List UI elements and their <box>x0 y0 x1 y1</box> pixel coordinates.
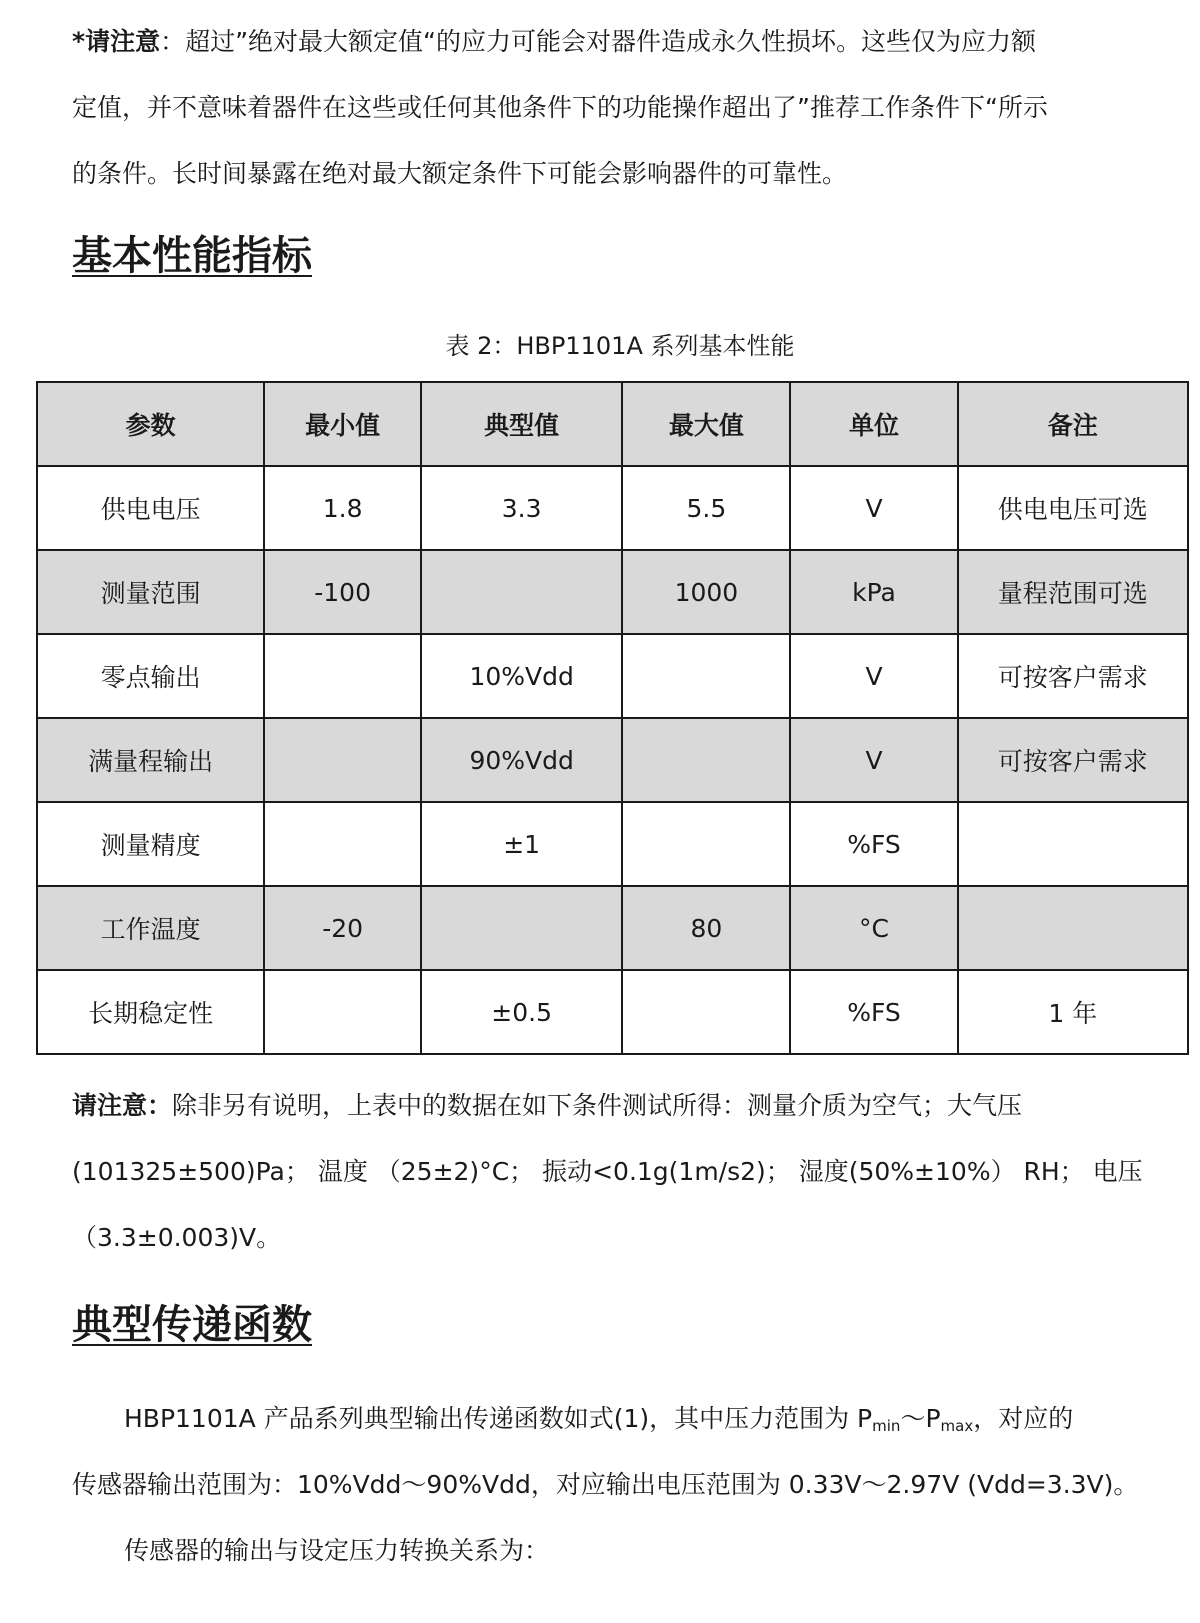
cell-typ <box>421 550 622 634</box>
transfer-line-2: 传感器输出范围为：10%Vdd～90%Vdd，对应输出电压范围为 0.33V～2.97V (Vdd=3.3V)。 <box>72 1470 1139 1499</box>
table-caption: 表 2：HBP1101A 系列基本性能 <box>445 332 795 360</box>
header-min: 最小值 <box>264 382 421 466</box>
cell-max <box>622 634 790 718</box>
spec-table <box>36 381 1189 1055</box>
note-line-2: (101325±500)Pa； 温度 （25±2)°C； 振动<0.1g(1m/s2)； 湿度(50%±10%） RH； 电压 <box>72 1157 1143 1186</box>
header-max: 最大值 <box>622 382 790 466</box>
table-row <box>37 802 1188 886</box>
cell-typ: ±1 <box>421 802 622 886</box>
cell-unit: V <box>790 634 957 718</box>
header-unit: 单位 <box>790 382 957 466</box>
cell-param: 满量程输出 <box>37 718 264 802</box>
transfer-paragraph <box>72 1386 1139 1584</box>
cell-remark: 可按客户需求 <box>958 634 1188 718</box>
cell-min: -100 <box>264 550 421 634</box>
cell-unit: %FS <box>790 970 957 1054</box>
notice-text: ：超过”绝对最大额定值“的应力可能会对器件造成永久性损坏。这些仅为应力额 <box>160 27 1036 56</box>
note-line-1 <box>72 1073 1128 1139</box>
cell-param: 工作温度 <box>37 886 264 970</box>
cell-max <box>622 970 790 1054</box>
cell-param: 供电电压 <box>37 466 264 550</box>
section-heading-performance: 基本性能指标 <box>72 233 312 279</box>
pmax-subscript: max <box>940 1417 974 1435</box>
test-conditions-note <box>72 1073 1143 1271</box>
cell-remark: 1 年 <box>958 970 1188 1054</box>
cell-unit: V <box>790 718 957 802</box>
cell-unit: °C <box>790 886 957 970</box>
cell-typ: 3.3 <box>421 466 622 550</box>
cell-max: 80 <box>622 886 790 970</box>
cell-min <box>264 718 421 802</box>
cell-param: 零点输出 <box>37 634 264 718</box>
note-text: 除非另有说明，上表中的数据在如下条件测试所得：测量介质为空气；大气压 <box>172 1091 1023 1120</box>
cell-typ: 10%Vdd <box>421 634 622 718</box>
table-row <box>37 466 1188 550</box>
cell-param: 长期稳定性 <box>37 970 264 1054</box>
cell-typ: 90%Vdd <box>421 718 622 802</box>
notice-label: *请注意 <box>72 27 161 56</box>
cell-remark: 供电电压可选 <box>958 466 1188 550</box>
cell-param: 测量范围 <box>37 550 264 634</box>
cell-remark: 可按客户需求 <box>958 718 1188 802</box>
cell-min: 1.8 <box>264 466 421 550</box>
notice-line-1 <box>72 9 1128 75</box>
note-line-3: （3.3±0.003)V。 <box>72 1223 282 1252</box>
cell-min <box>264 634 421 718</box>
cell-typ <box>421 886 622 970</box>
cell-min <box>264 802 421 886</box>
transfer-line-1 <box>72 1386 1128 1452</box>
table-row <box>37 634 1188 718</box>
transfer-text: ，对应的 <box>973 1404 1074 1433</box>
cell-remark: 量程范围可选 <box>958 550 1188 634</box>
cell-min <box>264 970 421 1054</box>
cell-unit: %FS <box>790 802 957 886</box>
table-header-row <box>37 382 1188 466</box>
cell-remark <box>958 886 1188 970</box>
note-label: 请注意： <box>72 1091 173 1120</box>
table-row <box>37 550 1188 634</box>
cell-max: 1000 <box>622 550 790 634</box>
transfer-text: ～P <box>900 1404 941 1433</box>
transfer-text: HBP1101A 产品系列典型输出传递函数如式(1)，其中压力范围为 P <box>124 1404 873 1433</box>
notice-line-3: 的条件。长时间暴露在绝对最大额定条件下可能会影响器件的可靠性。 <box>72 159 848 188</box>
pmin-subscript: min <box>872 1417 901 1435</box>
notice-line-2: 定值，并不意味着器件在这些或任何其他条件下的功能操作超出了”推荐工作条件下“所示 <box>72 93 1048 122</box>
cell-max <box>622 718 790 802</box>
transfer-line-3: 传感器的输出与设定压力转换关系为： <box>124 1536 550 1565</box>
section-heading-transfer-function: 典型传递函数 <box>72 1302 312 1348</box>
cell-unit: V <box>790 466 957 550</box>
cell-typ: ±0.5 <box>421 970 622 1054</box>
header-remark: 备注 <box>958 382 1188 466</box>
cell-min: -20 <box>264 886 421 970</box>
notice-paragraph <box>72 9 1128 207</box>
cell-unit: kPa <box>790 550 957 634</box>
cell-param: 测量精度 <box>37 802 264 886</box>
cell-max: 5.5 <box>622 466 790 550</box>
header-param: 参数 <box>37 382 264 466</box>
cell-max <box>622 802 790 886</box>
cell-remark <box>958 802 1188 886</box>
table-row <box>37 886 1188 970</box>
header-typ: 典型值 <box>421 382 622 466</box>
table-row <box>37 718 1188 802</box>
table-row <box>37 970 1188 1054</box>
